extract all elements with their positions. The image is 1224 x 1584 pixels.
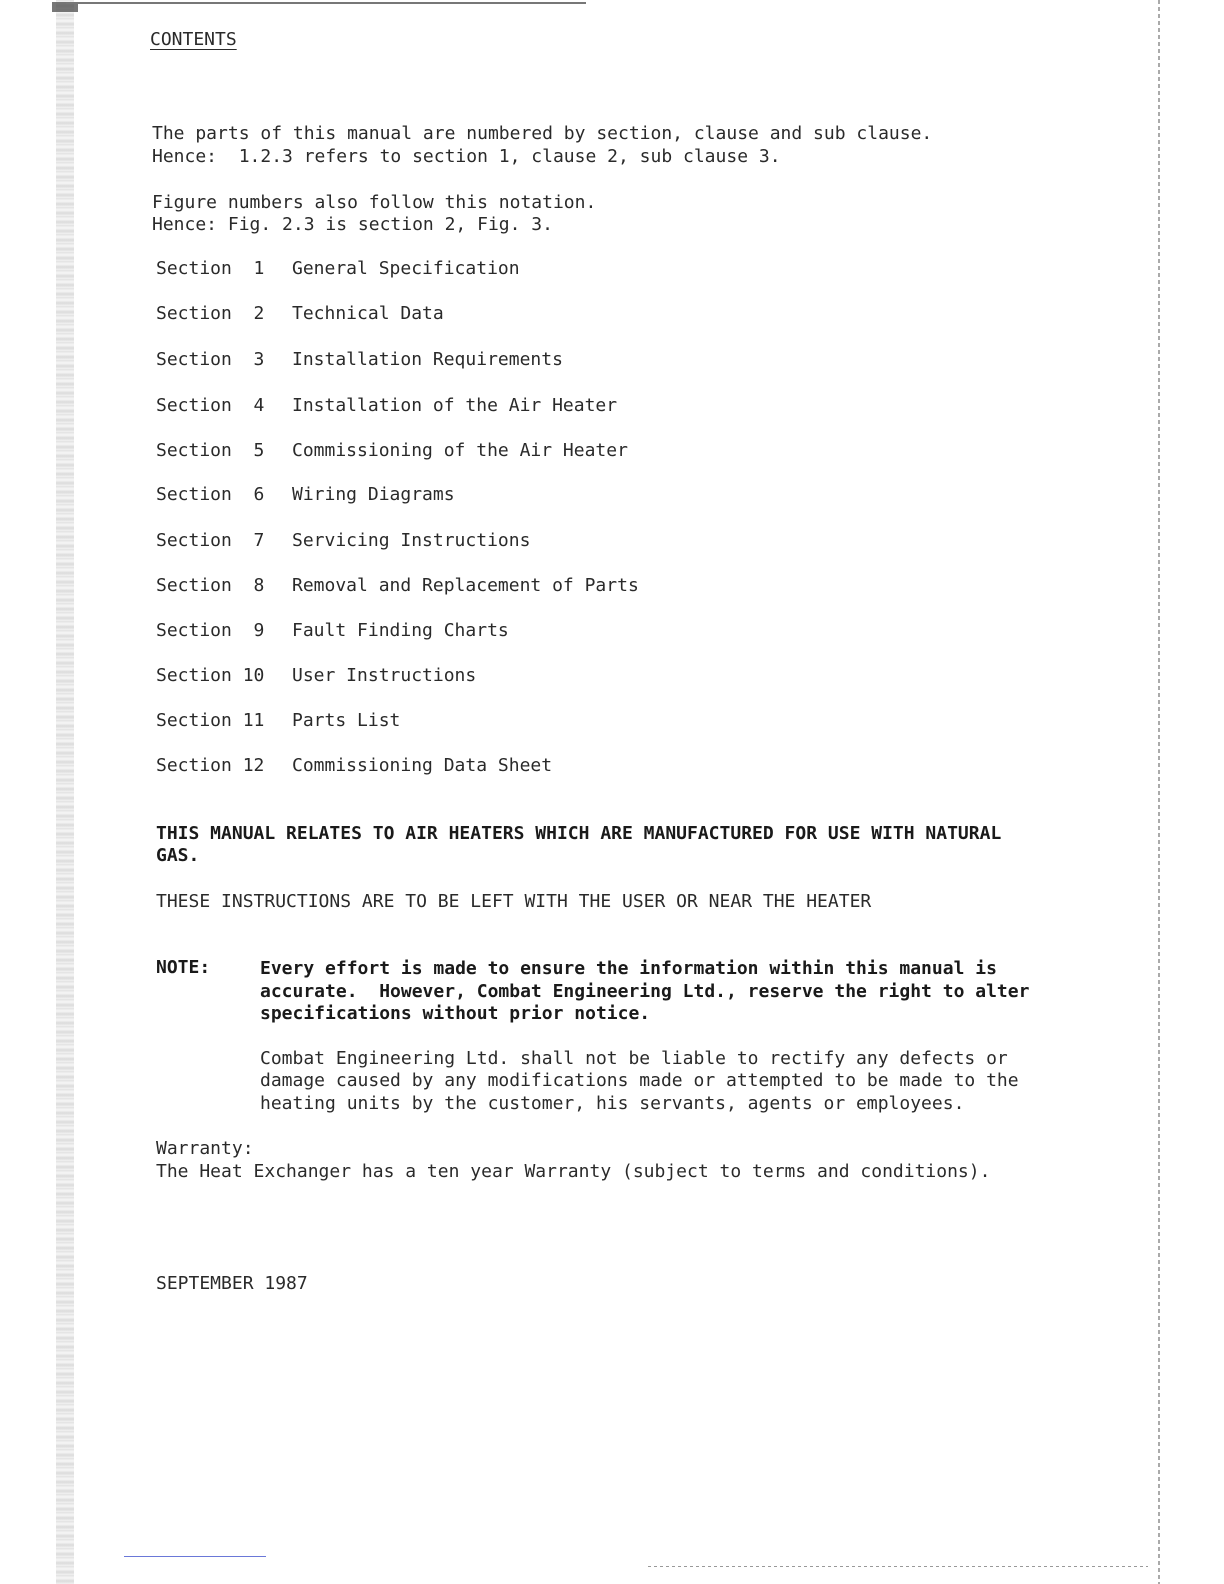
instructions-notice: THESE INSTRUCTIONS ARE TO BE LEFT WITH THE USER OR NEAR THE HEATER [156, 891, 872, 912]
note-bold-line-2: accurate. However, Combat Engineering Ltd., reserve the right to alter [260, 981, 1030, 1002]
toc-section-number: Section 9 [156, 620, 265, 641]
toc-section-title: User Instructions [292, 665, 477, 686]
toc-section-title: Commissioning of the Air Heater [292, 440, 628, 461]
note-bold-line-1: Every effort is made to ensure the information within this manual is [260, 958, 997, 979]
warranty-label: Warranty: [156, 1138, 254, 1159]
note-label: NOTE: [156, 957, 211, 978]
scan-bottom-right-line [648, 1566, 1148, 1567]
toc-section-title: Fault Finding Charts [292, 620, 509, 641]
toc-section-number: Section 8 [156, 575, 265, 596]
toc-section-title: General Specification [292, 258, 520, 279]
toc-section-title: Installation of the Air Heater [292, 395, 618, 416]
toc-section-title: Commissioning Data Sheet [292, 755, 553, 776]
scan-left-edge [56, 0, 74, 1584]
intro-line-4: Hence: Fig. 2.3 is section 2, Fig. 3. [152, 214, 553, 235]
warranty-text: The Heat Exchanger has a ten year Warranty (subject to terms and conditions). [156, 1161, 991, 1182]
intro-line-1: The parts of this manual are numbered by section, clause and sub clause. [152, 123, 933, 144]
scan-bottom-mark [124, 1556, 266, 1557]
toc-section-number: Section 12 [156, 755, 265, 776]
toc-section-title: Removal and Replacement of Parts [292, 575, 639, 596]
toc-section-number: Section 10 [156, 665, 265, 686]
toc-section-number: Section 2 [156, 303, 265, 324]
note-bold-line-3: specifications without prior notice. [260, 1003, 651, 1024]
toc-section-title: Parts List [292, 710, 401, 731]
toc-section-number: Section 1 [156, 258, 265, 279]
toc-section-number: Section 6 [156, 484, 265, 505]
document-date: SEPTEMBER 1987 [156, 1273, 308, 1294]
liability-line-1: Combat Engineering Ltd. shall not be liable to rectify any defects or [260, 1048, 1008, 1069]
toc-section-title: Wiring Diagrams [292, 484, 455, 505]
toc-section-title: Servicing Instructions [292, 530, 531, 551]
toc-section-number: Section 4 [156, 395, 265, 416]
intro-line-2: Hence: 1.2.3 refers to section 1, clause 2, sub clause 3. [152, 146, 781, 167]
toc-section-number: Section 3 [156, 349, 265, 370]
page-title: CONTENTS [150, 29, 237, 50]
scan-right-edge [1158, 0, 1160, 1584]
scan-top-line [66, 2, 586, 4]
gas-notice-line-1: THIS MANUAL RELATES TO AIR HEATERS WHICH ARE MANUFACTURED FOR USE WITH NATURAL [156, 823, 1002, 844]
toc-section-number: Section 5 [156, 440, 265, 461]
intro-line-3: Figure numbers also follow this notation. [152, 192, 597, 213]
toc-section-title: Installation Requirements [292, 349, 563, 370]
toc-section-number: Section 11 [156, 710, 265, 731]
toc-section-title: Technical Data [292, 303, 444, 324]
toc-section-number: Section 7 [156, 530, 265, 551]
gas-notice-line-2: GAS. [156, 845, 200, 866]
liability-line-2: damage caused by any modifications made or attempted to be made to the [260, 1070, 1019, 1091]
liability-line-3: heating units by the customer, his servants, agents or employees. [260, 1093, 965, 1114]
